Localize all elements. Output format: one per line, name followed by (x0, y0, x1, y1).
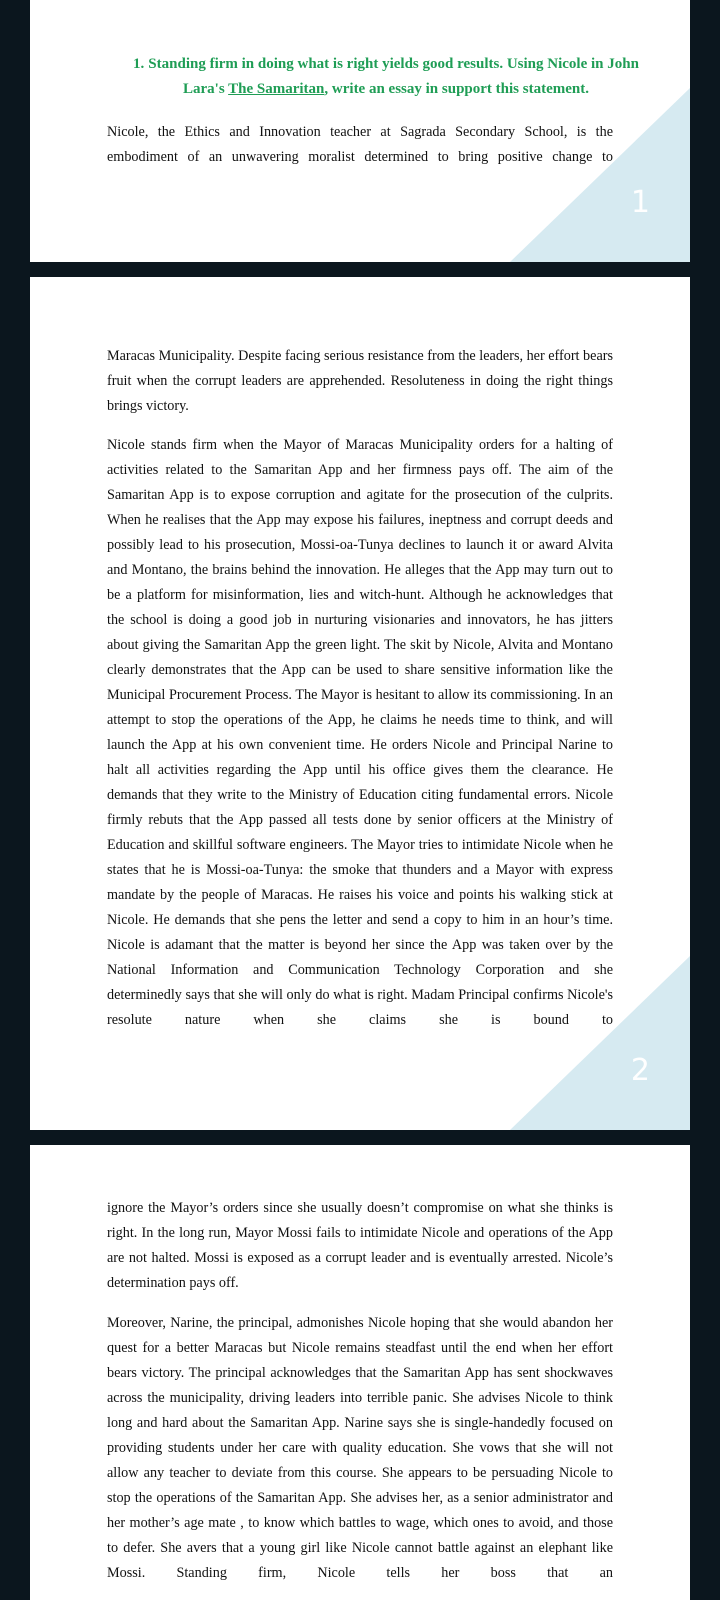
page-number: 1 (630, 185, 650, 220)
paragraph: Maracas Municipality. Despite facing serious resistance from the leaders, her effort bears fruit when the corrupt leaders are apprehended. Resoluteness in doing the right things brings victory. (107, 348, 613, 414)
paragraph: ignore the Mayor’s orders since she usually doesn’t compromise on what she thinks is right. In the long run, Mayor Mossi fails to intimidate Nicole and operations of the App are not halted. Mossi is exposed as a corrupt leader and is eventually arrested. Nicole’s determination pays off. (107, 1200, 613, 1291)
document-page-1 (30, 0, 690, 262)
book-title: The Samaritan (228, 81, 325, 97)
essay-question (126, 52, 646, 102)
document-page-3 (30, 1145, 690, 1600)
page-number: 2 (630, 1053, 650, 1088)
page-corner-decoration (510, 88, 690, 262)
paragraph: Nicole stands firm when the Mayor of Maracas Municipality orders for a halting of activities related to the Samaritan App and her firmness pays off. The aim of the Samaritan App is to expose corruption and agitate for the prosecution of the culprits. When he realises that the App may expose his failures, ineptness and corrupt deeds and possibly lead to his prosecution, Mossi-oa-Tunya declines to launch it or award Alvita and Montano, the brains behind the innovation. He alleges that the App may turn out to be a platform for misinformation, lies and witch-hunt. Although he acknowledges that the school is doing a good job in nurturing visionaries and innovators, he has jitters about giving the Samaritan App the green light. The skit by Nicole, Alvita and Montano clearly demonstrates that the App can be used to share sensitive information like the Municipal Procurement Process. The Mayor is hesitant to allow its commissioning. In an attempt to stop the operations of the App, he claims he needs time to think, and will launch the App at his own convenient time. He orders Nicole and Principal Narine to halt all activities regarding the App until his office gives them the clearance. He demands that they write to the Ministry of Education citing fundamental errors. Nicole firmly rebuts that the App passed all tests done by senior officers at the Ministry of Education and skillful software engineers. The Mayor tries to intimidate Nicole when he states that he is Mossi-oa-Tunya: the smoke that thunders and a Mayor with express mandate by the people of Maracas. He raises his voice and points his walking stick at Nicole. He demands that she pens the letter and send a copy to him in an hour’s time. Nicole is adamant that the matter is beyond her since the App was taken over by the National Information and Communication Technology Corporation and she determinedly says that she will only do what is right. Madam Principal confirms Nicole's resolute nature when she claims she is bound to (107, 437, 613, 1028)
paragraph: Nicole, the Ethics and Innovation teacher at Sagrada Secondary School, is the embodiment of an unwavering moralist determined to bring positive change to (107, 124, 613, 165)
question-number: 1. (133, 56, 145, 72)
question-text-after: , write an essay in support this statement. (324, 81, 589, 97)
question-text-before: Standing firm in doing what is right yields good results. Using Nicole in John Lara's (148, 56, 639, 97)
document-page-2 (30, 277, 690, 1130)
paragraph: Moreover, Narine, the principal, admonishes Nicole hoping that she would abandon her quest for a better Maracas but Nicole remains steadfast until the end when her effort bears victory. The principal acknowledges that the Samaritan App has sent shockwaves across the municipality, driving leaders into terrible panic. She advises Nicole to think long and hard about the Samaritan App. Narine says she is single-handedly focused on providing students under her care with quality education. She vows that she will not allow any teacher to deviate from this course. She appears to be persuading Nicole to stop the operations of the Samaritan App. She advises her, as a senior administrator and her mother’s age mate , to know which battles to wage, which ones to avoid, and those to defer. She avers that a young girl like Nicole cannot battle against an elephant like Mossi. Standing firm, Nicole tells her boss that an (107, 1315, 613, 1581)
